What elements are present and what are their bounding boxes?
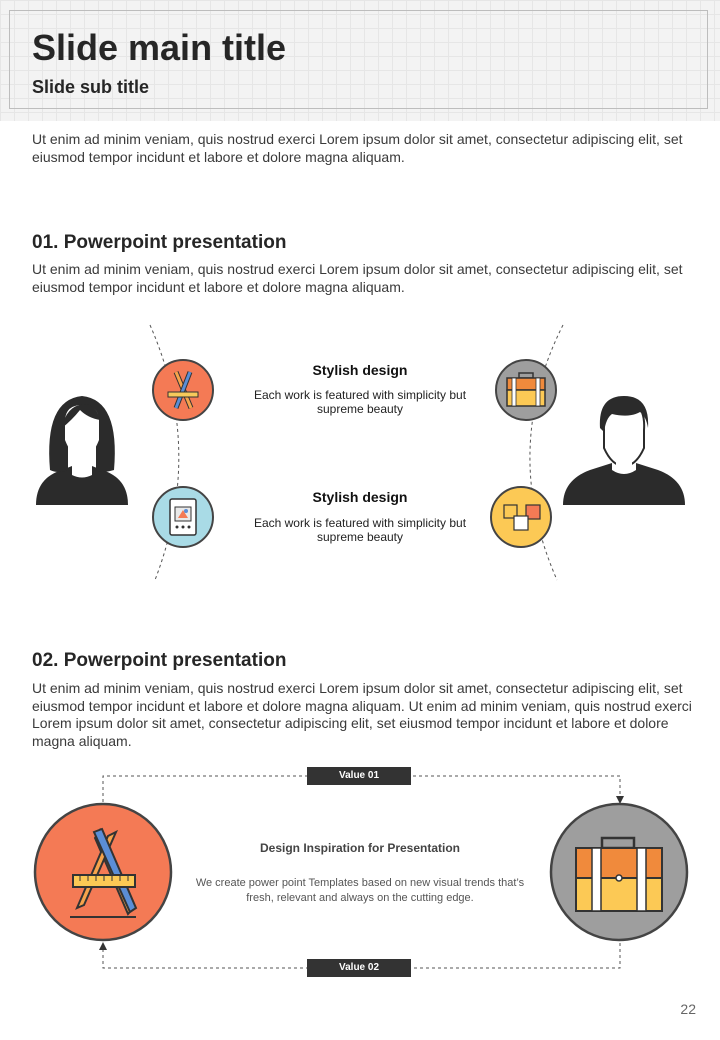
section2-title: 02. Powerpoint presentation: [32, 650, 287, 671]
bottom-arrowhead: [99, 942, 107, 950]
page-number: 22: [680, 1001, 696, 1017]
big-drafting-tools-icon: [35, 804, 171, 940]
big-briefcase-icon: [551, 804, 687, 940]
briefcase-icon: [496, 360, 556, 420]
feature-2-desc: Each work is featured with simplicity but supreme beauty: [253, 516, 467, 544]
drafting-tools-icon: [153, 360, 213, 420]
slide-sub-title: Slide sub title: [32, 77, 150, 97]
title-box: [9, 10, 708, 109]
value-02-tag: Value 02: [307, 959, 411, 977]
slide-main-title: Slide main title: [32, 27, 287, 68]
section1-paragraph: Ut enim ad minim veniam, quis nostrud exerci Lorem ipsum dolor sit amet, consectetur adipiscing elit, set eiusmod tempor incidunt et labore et dolore magna aliquam.: [32, 261, 683, 295]
center-title: Design Inspiration for Presentation: [259, 841, 461, 855]
woman-avatar-icon: [36, 396, 128, 505]
man-avatar-icon: [563, 396, 685, 505]
section1-title: 01. Powerpoint presentation: [32, 232, 287, 253]
right-dashed-arc: [530, 325, 563, 580]
intro-paragraph: Ut enim ad minim veniam, quis nostrud exerci Lorem ipsum dolor sit amet, consectetur adipiscing elit, set eiusmod tempor incidunt et labore et dolore magna aliquam.: [32, 131, 683, 165]
feature-1-desc: Each work is featured with simplicity but supreme beauty: [253, 388, 467, 416]
top-arrowhead: [616, 796, 624, 804]
cubes-icon: [491, 487, 551, 547]
tablet-icon: [153, 487, 213, 547]
value-01-tag: Value 01: [307, 767, 411, 785]
left-dashed-arc: [150, 325, 179, 580]
center-description: We create power point Templates based on new visual trends that’s fresh, relevant and always on the cutting edge.: [195, 877, 525, 904]
feature-2-title: Stylish design: [312, 489, 408, 505]
feature-1-title: Stylish design: [312, 362, 408, 378]
section2-paragraph: Ut enim ad minim veniam, quis nostrud exerci Lorem ipsum dolor sit amet, consectetur adipiscing elit, set eiusmod tempor incidunt et labore et dolore magna aliquam. Ut enim ad minim veniam, quis nostrud exerci Lorem ipsum dolor sit amet, consectetur adipiscing elit, set eiusmod tempor incidunt et labore et dolore magna aliquam.: [32, 680, 692, 749]
